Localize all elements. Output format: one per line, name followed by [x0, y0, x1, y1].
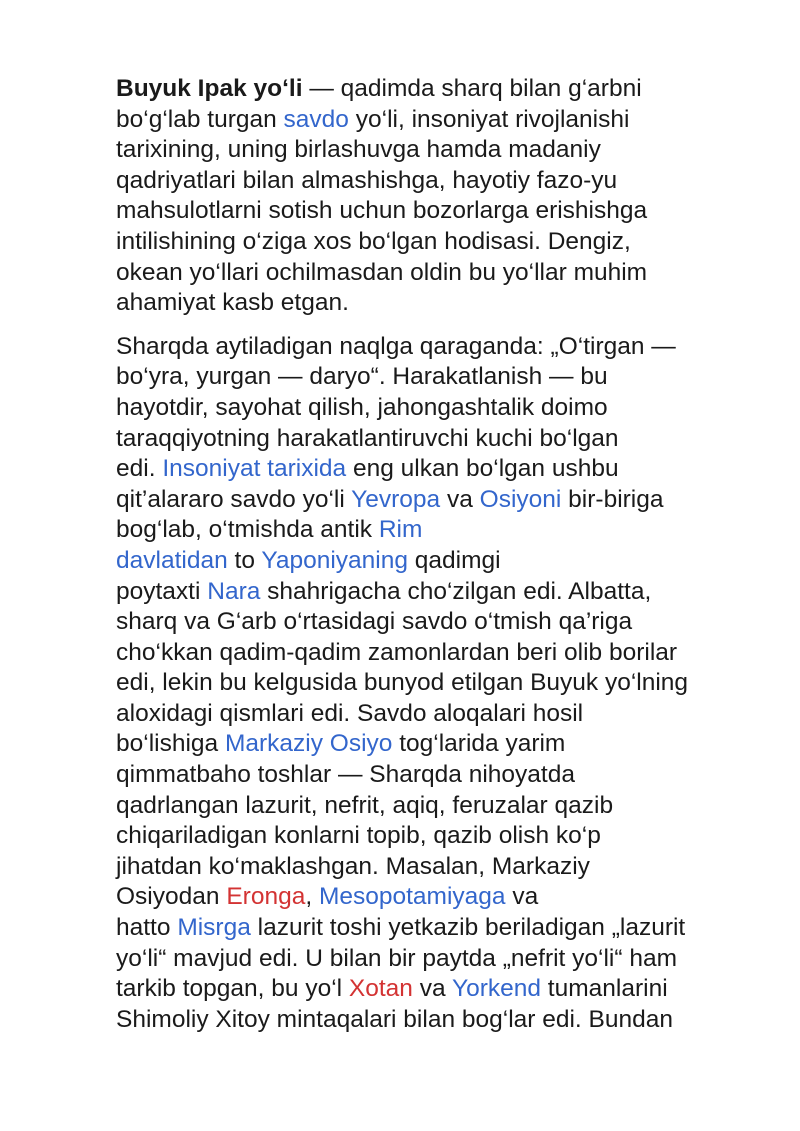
wiki-link[interactable]: Nara — [207, 577, 261, 605]
article-body — [116, 74, 756, 1035]
text-line — [116, 607, 756, 638]
text-line — [116, 729, 756, 760]
text-line — [116, 332, 756, 363]
text-line — [116, 699, 756, 730]
text-line — [116, 424, 756, 455]
wiki-link[interactable]: Markaziy Osiyo — [224, 730, 393, 758]
text-span: bir-biriga — [561, 485, 664, 513]
text-span: tarkib topgan, bu yo‘l — [116, 975, 349, 1003]
text-line — [116, 454, 756, 485]
text-span: tarixining, uning birlashuvga hamda madaniy — [116, 136, 601, 164]
text-span: to — [227, 546, 262, 574]
text-span: va — [412, 975, 452, 1003]
text-line — [116, 882, 756, 913]
text-span: aloxidagi qismlari edi. Savdo aloqalari hosil — [116, 699, 584, 727]
text-line — [116, 638, 756, 669]
text-line — [116, 485, 756, 516]
text-span: qadimgi — [407, 546, 501, 574]
text-line — [116, 577, 756, 608]
text-span: bo‘lishiga — [116, 730, 225, 758]
paragraph-1 — [116, 74, 756, 319]
text-line — [116, 166, 756, 197]
text-span: bo‘g‘lab turgan — [116, 105, 284, 133]
text-span: yo‘li, insoniyat rivojlanishi — [348, 105, 630, 133]
text-span: bo‘yra, yurgan — daryo“. Harakatlanish — bu — [116, 363, 608, 391]
paragraph-2 — [116, 332, 756, 1036]
text-line — [116, 135, 756, 166]
text-line — [116, 196, 756, 227]
text-line — [116, 821, 756, 852]
text-span: Sharqda aytiladigan naqlga qaraganda: „O‘tirgan — — [116, 332, 676, 360]
text-span: qit’alararo savdo yo‘li — [116, 485, 352, 513]
text-line — [116, 288, 756, 319]
text-line — [116, 913, 756, 944]
text-line — [116, 668, 756, 699]
wiki-link[interactable]: savdo — [283, 105, 349, 133]
text-span: eng ulkan bo‘lgan ushbu — [346, 455, 619, 483]
wiki-link[interactable]: Misrga — [177, 914, 251, 942]
text-line — [116, 393, 756, 424]
text-span: Osiyodan — [116, 883, 227, 911]
text-span: qimmatbaho toshlar — Sharqda nihoyatda — [116, 761, 575, 789]
text-span: mahsulotlarni sotish uchun bozorlarga erishishga — [116, 197, 648, 225]
wiki-link[interactable]: davlatidan — [116, 546, 228, 574]
text-span: intilishining o‘ziga xos bo‘lgan hodisasi. Dengiz, — [116, 227, 631, 255]
text-line — [116, 852, 756, 883]
text-span: qadrlangan lazurit, nefrit, aqiq, feruzalar qazib — [116, 791, 614, 819]
text-line — [116, 1005, 756, 1036]
text-line — [116, 944, 756, 975]
text-line — [116, 791, 756, 822]
text-line — [116, 974, 756, 1005]
text-line — [116, 760, 756, 791]
text-span: edi. — [116, 455, 163, 483]
text-span: tumanlarini — [541, 975, 668, 1003]
wiki-link[interactable]: Insoniyat tarixida — [162, 455, 347, 483]
text-span: va — [440, 485, 480, 513]
text-span: okean yo‘llari ochilmasdan oldin bu yo‘llar muhim — [116, 258, 648, 286]
text-line — [116, 546, 756, 577]
text-span: bog‘lab, o‘tmishda antik — [116, 516, 379, 544]
wiki-link[interactable]: Yorkend — [451, 975, 541, 1003]
text-line — [116, 362, 756, 393]
text-line — [116, 74, 756, 105]
wiki-link[interactable]: Yaponiyaning — [261, 546, 408, 574]
text-span: , — [305, 883, 319, 911]
text-span: lazurit toshi yetkazib beriladigan „lazurit — [250, 914, 686, 942]
text-span: tog‘larida yarim — [392, 730, 566, 758]
text-span: jihatdan ko‘maklashgan. Masalan, Markaziy — [116, 852, 590, 880]
text-span: edi, lekin bu kelgusida bunyod etilgan Buyuk yo‘lning — [116, 669, 689, 697]
text-span: ahamiyat kasb etgan. — [116, 289, 349, 317]
text-line — [116, 258, 756, 289]
missing-page-link[interactable]: Xotan — [348, 975, 413, 1003]
text-span: taraqqiyotning harakatlantiruvchi kuchi bo‘lgan — [116, 424, 619, 452]
text-span: yo‘li“ mavjud edi. U bilan bir paytda „nefrit yo‘li“ ham — [116, 944, 677, 972]
text-line — [116, 227, 756, 258]
wiki-link[interactable]: Osiyoni — [479, 485, 562, 513]
text-span: va — [505, 883, 539, 911]
text-span: shahrigacha cho‘zilgan edi. Albatta, — [260, 577, 652, 605]
text-span: qadriyatlari bilan almashishga, hayotiy fazo-yu — [116, 166, 618, 194]
wiki-link[interactable]: Yevropa — [351, 485, 441, 513]
wiki-link[interactable]: Mesopotamiyaga — [318, 883, 506, 911]
text-span: chiqariladigan konlarni topib, qazib olish ko‘p — [116, 822, 601, 850]
text-line — [116, 515, 756, 546]
text-span: poytaxti — [116, 577, 208, 605]
text-span: Shimoliy Xitoy mintaqalari bilan bog‘lar edi. Bundan — [116, 1005, 674, 1033]
text-span: hayotdir, sayohat qilish, jahongashtalik doimo — [116, 393, 608, 421]
missing-page-link[interactable]: Eronga — [226, 883, 306, 911]
wiki-link[interactable]: Rim — [378, 516, 423, 544]
text-line — [116, 105, 756, 136]
article-title-term: Buyuk Ipak yo‘li — [116, 75, 303, 102]
text-span: — qadimda sharq bilan g‘arbni — [302, 75, 642, 102]
text-span: sharq va G‘arb o‘rtasidagi savdo o‘tmish qa’riga — [116, 608, 633, 636]
text-span: cho‘kkan qadim-qadim zamonlardan beri olib borilar — [116, 638, 678, 666]
text-span: hatto — [116, 914, 178, 942]
